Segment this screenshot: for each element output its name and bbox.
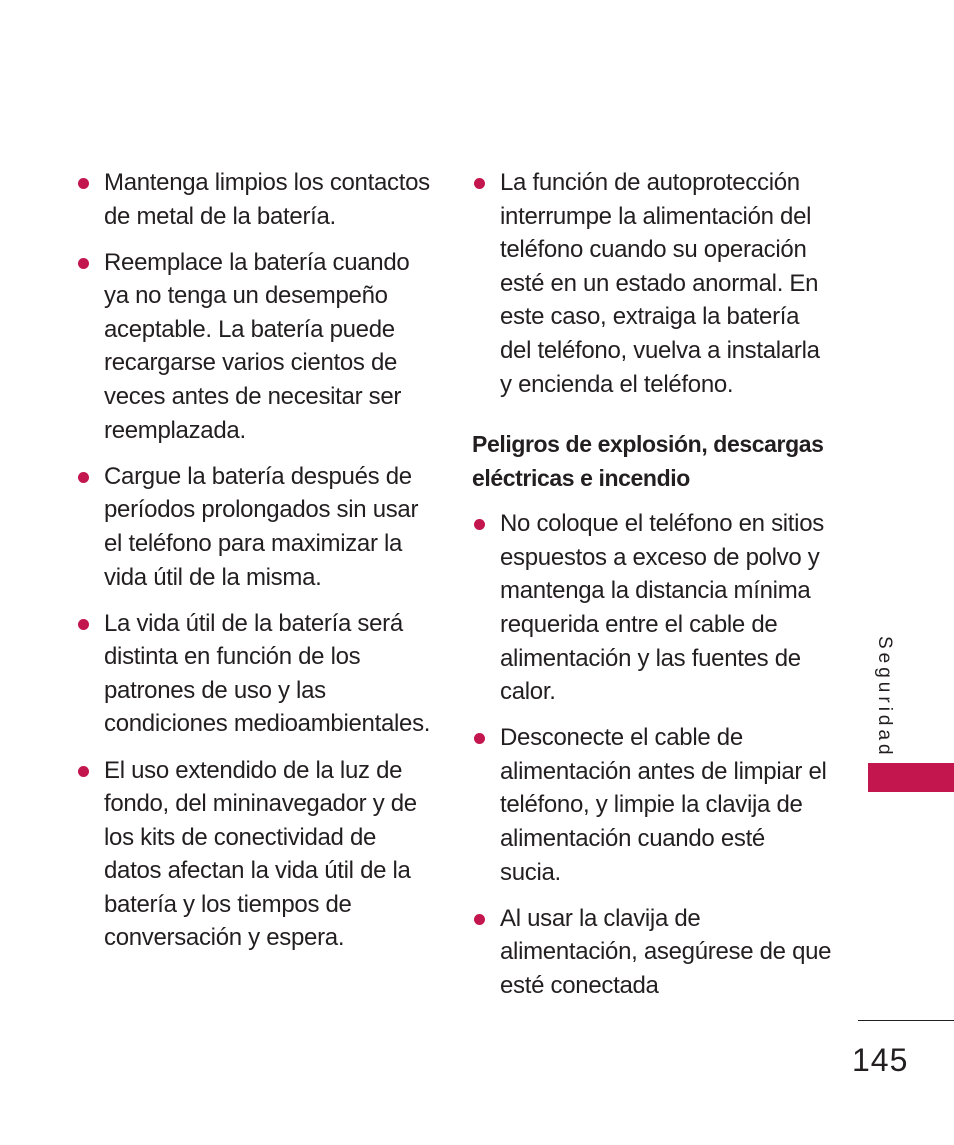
bullet-dot-icon <box>78 766 89 777</box>
right-bullet-list <box>472 507 832 1002</box>
list-item-text: Desconecte el cable de alimentación antes de limpiar el teléfono, y limpie la clavija de alimentación cuando esté sucia. <box>500 724 827 886</box>
list-item <box>76 607 436 741</box>
list-item-text: La función de autoprotección interrumpe la alimentación del teléfono cuando su operación esté en un estado anormal. En este caso, extraiga la batería del teléfono, vuelva a instalarla y encienda el teléfono. <box>500 169 820 398</box>
list-item-text: El uso extendido de la luz de fondo, del mininavegador y de los kits de conectividad de datos afectan la vida útil de la batería y los tiempos de conversación y espera. <box>104 756 417 952</box>
list-item <box>76 166 436 233</box>
left-bullet-list <box>76 166 436 955</box>
list-item <box>76 246 436 448</box>
right-column <box>472 166 832 1015</box>
section-side-label: Seguridad <box>874 636 895 759</box>
bullet-dot-icon <box>474 733 485 744</box>
bullet-dot-icon <box>78 178 89 189</box>
bullet-dot-icon <box>474 178 485 189</box>
bullet-dot-icon <box>78 619 89 630</box>
list-item-text: No coloque el teléfono en sitios espuestos a exceso de polvo y mantenga la distancia mínima requerida entre el cable de alimentación y las fuentes de calor. <box>500 510 824 706</box>
footer-rule <box>858 1020 954 1021</box>
left-column <box>76 166 436 968</box>
page-number: 145 <box>852 1042 909 1078</box>
bullet-dot-icon <box>78 472 89 483</box>
list-item <box>472 902 832 1003</box>
list-item-text: Reemplace la batería cuando ya no tenga un desempeño aceptable. La batería puede recargarse varios cientos de veces antes de necesitar ser reemplazada. <box>104 248 410 444</box>
section-heading: Peligros de explosión, descargas eléctricas e incendio <box>472 431 824 492</box>
section-tab-marker <box>868 763 954 792</box>
list-item <box>76 460 436 594</box>
bullet-dot-icon <box>78 258 89 269</box>
list-item <box>76 754 436 956</box>
list-item-text: La vida útil de la batería será distinta en función de los patrones de uso y las condiciones medioambientales. <box>104 609 431 738</box>
list-item-text: Mantenga limpios los contactos de metal de la batería. <box>104 169 430 230</box>
list-item <box>472 166 832 401</box>
list-item <box>472 507 832 709</box>
right-top-bullet-list <box>472 166 832 401</box>
list-item-text: Al usar la clavija de alimentación, asegúrese de que esté conectada <box>500 904 832 999</box>
list-item-text: Cargue la batería después de períodos prolongados sin usar el teléfono para maximizar la vida útil de la misma. <box>104 462 419 591</box>
bullet-dot-icon <box>474 914 485 925</box>
bullet-dot-icon <box>474 519 485 530</box>
list-item <box>472 721 832 889</box>
